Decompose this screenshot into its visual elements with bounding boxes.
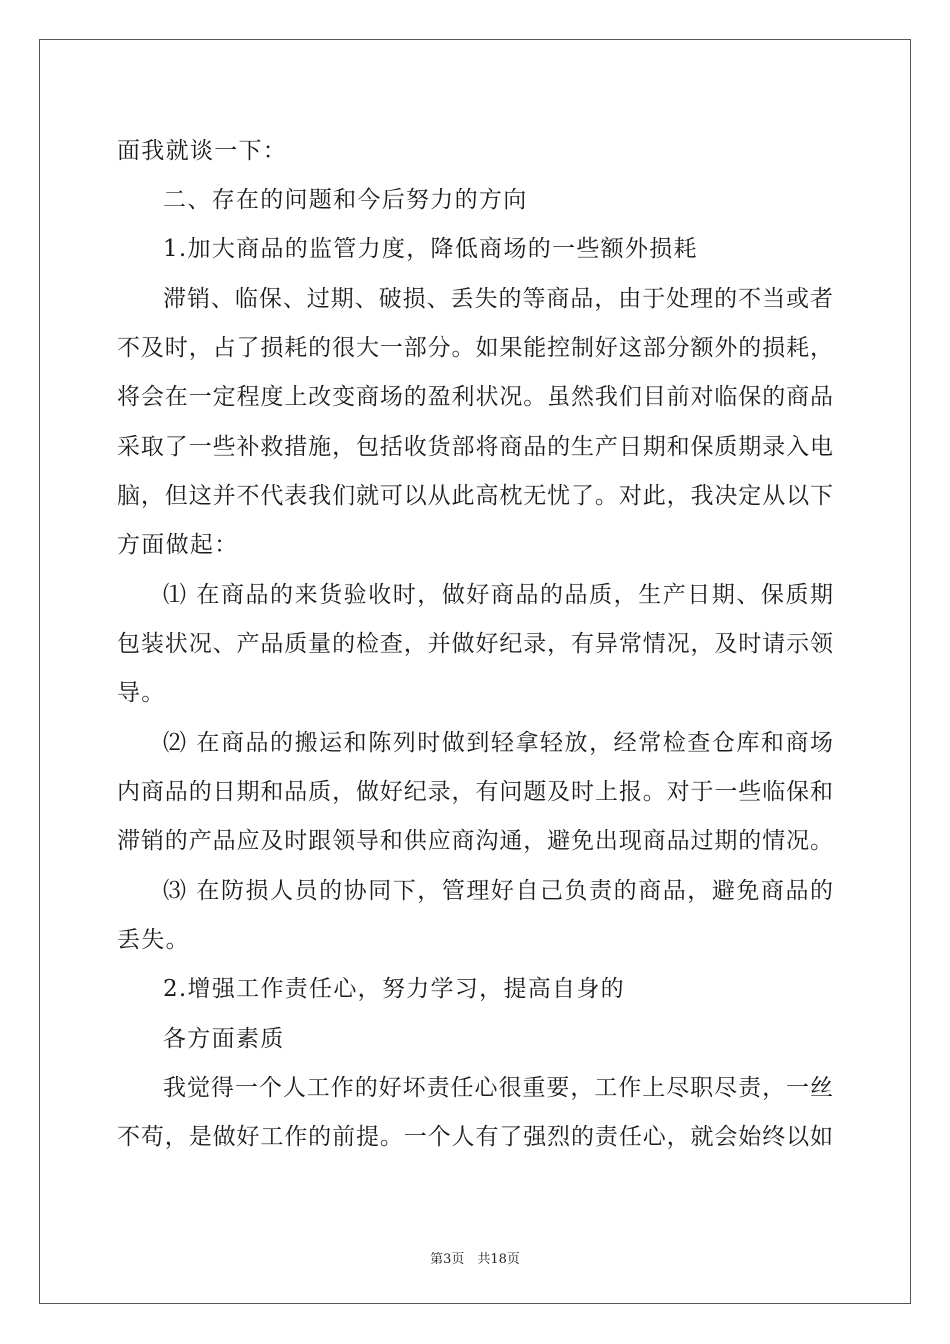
text-line: 我觉得一个人工作的好坏责任心很重要，工作上尽职尽责，一丝 [163, 1075, 833, 1101]
text-line: 滞销、临保、过期、破损、丢失的等商品，由于处理的不当或者 [163, 286, 833, 312]
text-line: 面我就谈一下： [117, 138, 288, 164]
list-item-3: ⑶ 在防损人员的协同下，管理好自己负责的商品，避免商品的 [163, 878, 833, 904]
text-line: 内商品的日期和品质，做好纪录，有问题及时上报。对于一些临保和 [117, 779, 833, 805]
list-item-1: ⑴ 在商品的来货验收时，做好商品的品质，生产日期、保质期 [163, 582, 833, 608]
text-line: 方面做起： [117, 532, 239, 558]
text-line: 不苟，是做好工作的前提。一个人有了强烈的责任心，就会始终以如 [117, 1124, 833, 1150]
subsection-heading-continued: 各方面素质 [163, 1026, 285, 1052]
page-border [39, 39, 911, 1304]
text-line: 不及时，占了损耗的很大一部分。如果能控制好这部分额外的损耗， [117, 335, 833, 361]
subsection-heading: 2.增强工作责任心，努力学习，提高自身的 [163, 976, 625, 1002]
subsection-heading: 1.加大商品的监管力度，降低商场的一些额外损耗 [163, 236, 698, 262]
text-line: 滞销的产品应及时跟领导和供应商沟通，避免出现商品过期的情况。 [117, 828, 833, 854]
text-line: 丢失。 [117, 927, 190, 953]
text-line: 包装状况、产品质量的检查，并做好纪录，有异常情况，及时请示领 [117, 631, 833, 657]
text-line: 导。 [117, 680, 166, 706]
list-item-2: ⑵ 在商品的搬运和陈列时做到轻拿轻放，经常检查仓库和商场 [163, 730, 833, 756]
text-line: 将会在一定程度上改变商场的盈利状况。虽然我们目前对临保的商品 [117, 384, 833, 410]
text-line: 脑，但这并不代表我们就可以从此高枕无忧了。对此，我决定从以下 [117, 483, 833, 509]
section-heading: 二、存在的问题和今后努力的方向 [163, 187, 528, 213]
page-number-footer: 第3页 共18页 [430, 1252, 520, 1267]
text-line: 采取了一些补救措施，包括收货部将商品的生产日期和保质期录入电 [117, 434, 833, 460]
